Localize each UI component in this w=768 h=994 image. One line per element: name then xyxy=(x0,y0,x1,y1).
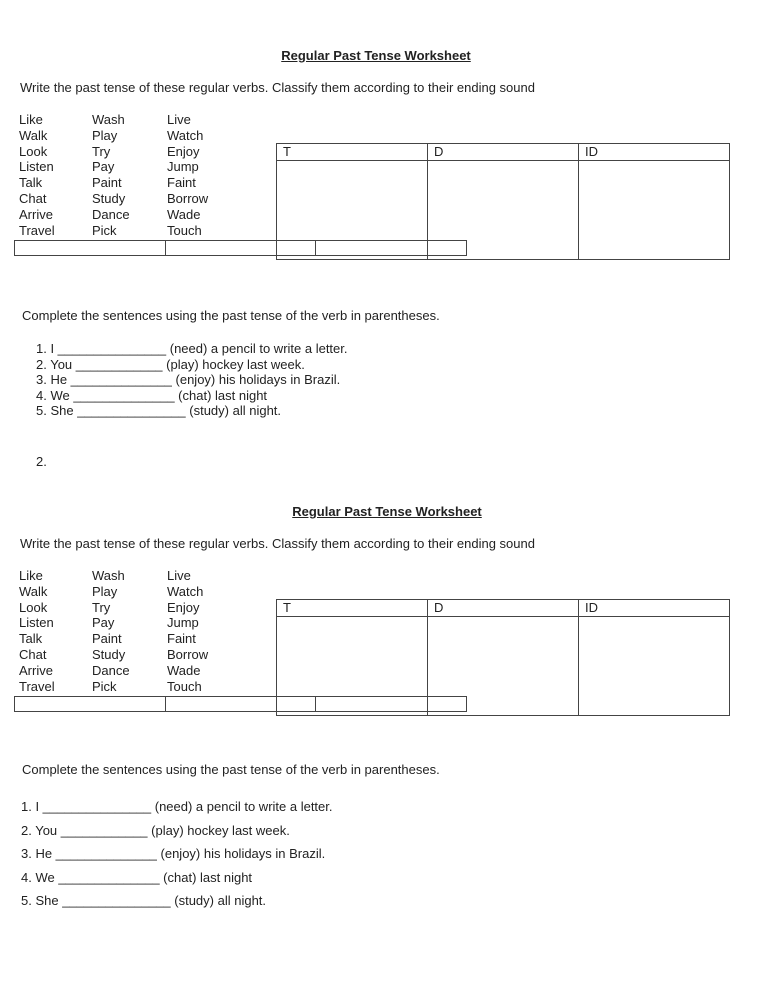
sentence-item: 3. He ______________ (enjoy) his holidays in Brazil. xyxy=(21,846,326,862)
worksheet-title: Regular Past Tense Worksheet xyxy=(292,504,482,519)
verb-instruction: Write the past tense of these regular verbs. Classify them according to their ending sound xyxy=(20,80,535,95)
verb-item: Try xyxy=(92,599,111,615)
verb-instruction: Write the past tense of these regular verbs. Classify them according to their ending sound xyxy=(20,536,535,551)
strip-cell[interactable] xyxy=(276,696,316,712)
verb-item: Play xyxy=(92,127,118,143)
id-answer-cell[interactable] xyxy=(579,161,730,260)
verb-item: Enjoy xyxy=(167,143,200,159)
verb-item: Look xyxy=(19,143,48,159)
worksheet-1 xyxy=(0,0,768,469)
verb-item: Pick xyxy=(92,222,117,238)
verb-item: Paint xyxy=(92,175,122,191)
verb-item: Listen xyxy=(19,159,54,175)
strip-cell[interactable] xyxy=(165,696,277,712)
verb-item: Touch xyxy=(167,678,202,694)
sentence-list xyxy=(36,341,348,419)
strip-cell[interactable] xyxy=(165,240,277,256)
verb-item: Wade xyxy=(167,206,201,222)
verb-item: Travel xyxy=(19,222,55,238)
header-d: D xyxy=(428,600,579,617)
strip-cell[interactable] xyxy=(14,696,166,712)
verb-item: Like xyxy=(19,112,43,127)
verb-item: Wade xyxy=(167,662,201,678)
header-id: ID xyxy=(579,600,730,617)
sentence-instruction: Complete the sentences using the past tense of the verb in parentheses. xyxy=(22,762,440,777)
list-marker: 2. xyxy=(36,454,47,469)
header-d: D xyxy=(428,144,579,161)
verb-item: Enjoy xyxy=(167,599,200,615)
verb-item: Jump xyxy=(167,615,199,631)
id-answer-cell[interactable] xyxy=(579,617,730,716)
verb-item: Live xyxy=(167,568,191,583)
verb-item: Dance xyxy=(92,662,130,678)
verb-item: Wash xyxy=(92,568,125,583)
verb-item: Like xyxy=(19,568,43,583)
header-id: ID xyxy=(579,144,730,161)
strip-cell[interactable] xyxy=(276,240,316,256)
strip-cell[interactable] xyxy=(315,696,467,712)
sentence-item: 3. He ______________ (enjoy) his holidays in Brazil. xyxy=(36,372,341,388)
verb-column-1 xyxy=(19,112,99,238)
verb-item: Borrow xyxy=(167,646,209,662)
verb-item: Look xyxy=(19,599,48,615)
verb-column-2 xyxy=(92,568,172,694)
sentence-item: 2. You ____________ (play) hockey last week. xyxy=(36,356,305,372)
strip-cell[interactable] xyxy=(14,240,166,256)
verb-item: Faint xyxy=(167,631,196,647)
header-t: T xyxy=(277,144,428,161)
verb-item: Chat xyxy=(19,646,47,662)
verb-item: Talk xyxy=(19,175,43,191)
verb-item: Borrow xyxy=(167,190,209,206)
verb-item: Walk xyxy=(19,127,48,143)
verb-column-2 xyxy=(92,112,172,238)
verb-item: Live xyxy=(167,112,191,127)
verb-item: Walk xyxy=(19,583,48,599)
sentence-list xyxy=(21,795,333,913)
verb-item: Faint xyxy=(167,175,196,191)
verb-item: Play xyxy=(92,583,118,599)
worksheet-title: Regular Past Tense Worksheet xyxy=(281,48,471,63)
sentence-instruction: Complete the sentences using the past tense of the verb in parentheses. xyxy=(22,308,440,323)
verb-item: Touch xyxy=(167,222,202,238)
verb-item: Chat xyxy=(19,190,47,206)
answer-strip xyxy=(14,696,466,712)
verb-item: Travel xyxy=(19,678,55,694)
verb-item: Study xyxy=(92,190,126,206)
verb-item: Pay xyxy=(92,159,115,175)
verb-item: Arrive xyxy=(19,662,53,678)
verb-item: Try xyxy=(92,143,111,159)
sentence-item: 5. She _______________ (study) all night. xyxy=(36,403,282,419)
verb-item: Pay xyxy=(92,615,115,631)
verb-item: Watch xyxy=(167,127,204,143)
verb-item: Arrive xyxy=(19,206,53,222)
sentence-item: 1. I _______________ (need) a pencil to write a letter. xyxy=(36,341,348,356)
sentence-item: 4. We ______________ (chat) last night xyxy=(36,387,268,403)
verb-item: Talk xyxy=(19,631,43,647)
verb-column-1 xyxy=(19,568,99,694)
verb-column-3 xyxy=(167,568,247,694)
verb-item: Paint xyxy=(92,631,122,647)
verb-item: Study xyxy=(92,646,126,662)
verb-item: Listen xyxy=(19,615,54,631)
worksheet-2 xyxy=(0,456,768,909)
sentence-item: 4. We ______________ (chat) last night xyxy=(21,869,253,885)
verb-item: Watch xyxy=(167,583,204,599)
answer-strip xyxy=(14,240,466,256)
verb-item: Dance xyxy=(92,206,130,222)
sentence-item: 5. She _______________ (study) all night. xyxy=(21,893,267,909)
verb-item: Wash xyxy=(92,112,125,127)
verb-column-3 xyxy=(167,112,247,238)
verb-item: Jump xyxy=(167,159,199,175)
strip-cell[interactable] xyxy=(315,240,467,256)
sentence-item: 1. I _______________ (need) a pencil to write a letter. xyxy=(21,799,333,814)
header-t: T xyxy=(277,600,428,617)
sentence-item: 2. You ____________ (play) hockey last week. xyxy=(21,822,290,838)
verb-item: Pick xyxy=(92,678,117,694)
